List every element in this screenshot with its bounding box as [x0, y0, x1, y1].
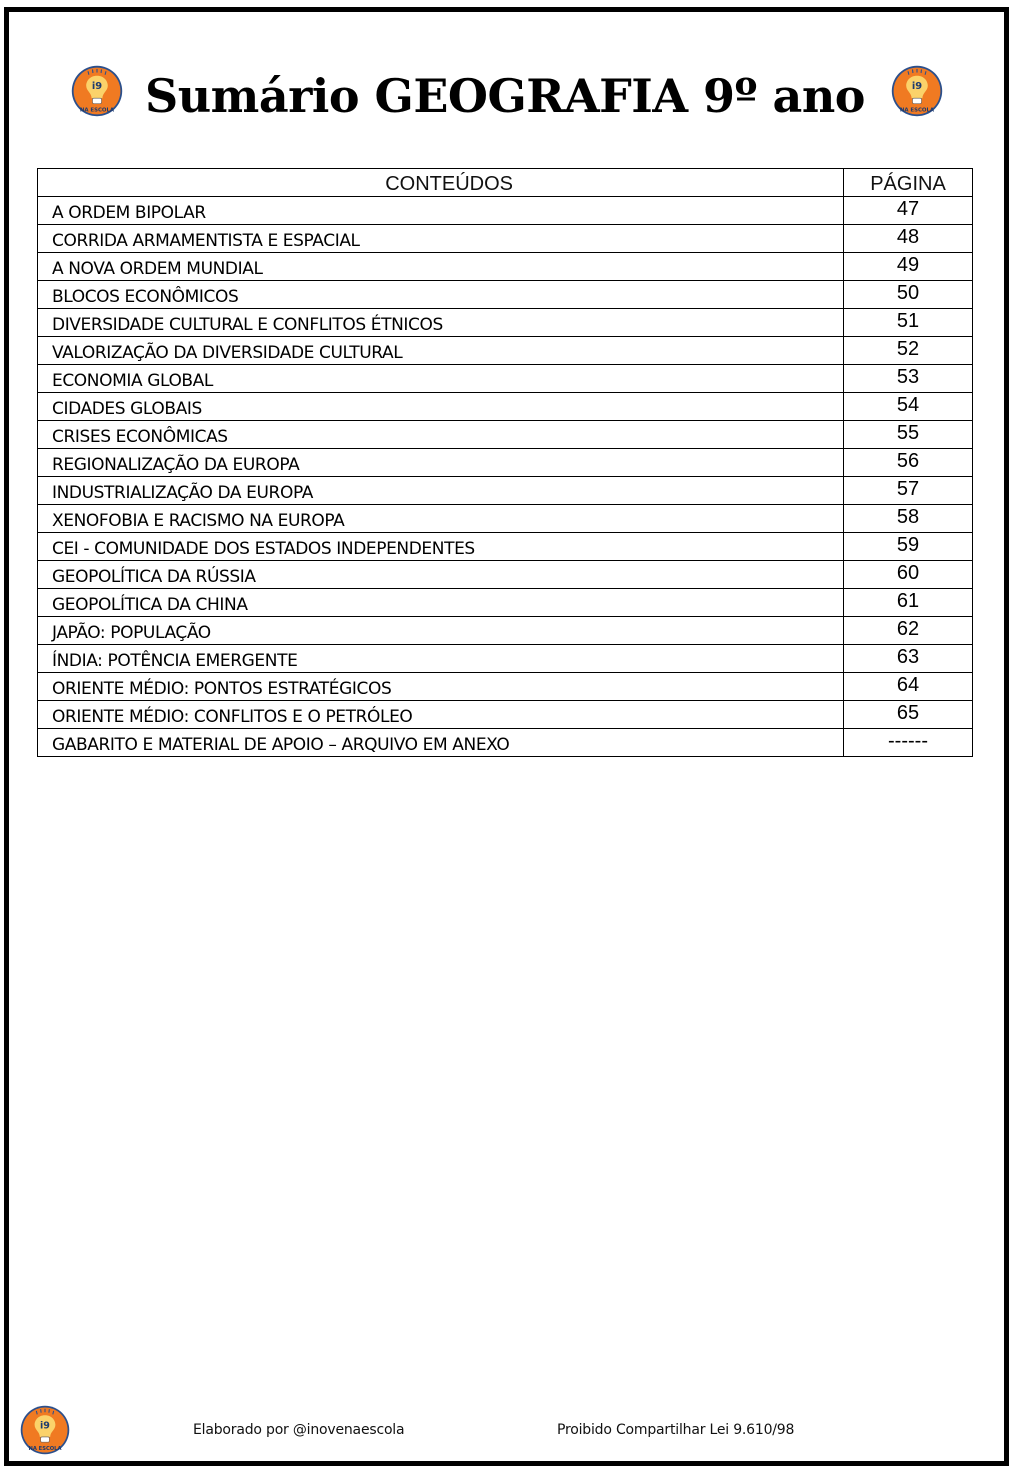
topic-cell: A NOVA ORDEM MUNDIAL: [38, 253, 844, 281]
page-number-cell: 62: [844, 617, 973, 645]
page-number-cell: 57: [844, 477, 973, 505]
table-row: [38, 589, 973, 617]
column-header-page: PÁGINA: [844, 169, 973, 197]
page-number-cell: 61: [844, 589, 973, 617]
table-row: [38, 365, 973, 393]
topic-cell: GABARITO E MATERIAL DE APOIO – ARQUIVO EM ANEXO: [38, 729, 844, 757]
table-row: [38, 197, 973, 225]
table-row: [38, 729, 973, 757]
table-row: [38, 533, 973, 561]
table-row: [38, 561, 973, 589]
topic-cell: ORIENTE MÉDIO: PONTOS ESTRATÉGICOS: [38, 673, 844, 701]
page-number-cell: 63: [844, 645, 973, 673]
logo-text-bottom: NA ESCOLA: [79, 107, 115, 114]
column-header-contents: CONTEÚDOS: [38, 169, 844, 197]
table-row: [38, 505, 973, 533]
page-number-cell: 59: [844, 533, 973, 561]
page-number-cell: 56: [844, 449, 973, 477]
page-number-cell: 54: [844, 393, 973, 421]
topic-cell: GEOPOLÍTICA DA CHINA: [38, 589, 844, 617]
topic-cell: BLOCOS ECONÔMICOS: [38, 281, 844, 309]
logo-text-top: i9: [911, 81, 923, 93]
table-header-row: [38, 169, 973, 197]
topic-cell: ORIENTE MÉDIO: CONFLITOS E O PETRÓLEO: [38, 701, 844, 729]
table-row: [38, 281, 973, 309]
i9-na-escola-logo-icon: [890, 64, 944, 118]
topic-cell: CIDADES GLOBAIS: [38, 393, 844, 421]
page-number-cell: 47: [844, 197, 973, 225]
footer-credit: Elaborado por @inovenaescola: [193, 1422, 405, 1438]
table-row: [38, 477, 973, 505]
topic-cell: XENOFOBIA E RACISMO NA EUROPA: [38, 505, 844, 533]
i9-na-escola-logo-icon: [19, 1404, 71, 1456]
page-number-cell: 52: [844, 337, 973, 365]
page-number-cell: 51: [844, 309, 973, 337]
topic-cell: ECONOMIA GLOBAL: [38, 365, 844, 393]
contents-table: [37, 168, 973, 757]
page-title: Sumário GEOGRAFIA 9º ano: [144, 69, 865, 123]
table-row: [38, 673, 973, 701]
topic-cell: CORRIDA ARMAMENTISTA E ESPACIAL: [38, 225, 844, 253]
topic-cell: A ORDEM BIPOLAR: [38, 197, 844, 225]
logo-text-top: i9: [40, 1420, 50, 1432]
table-row: [38, 645, 973, 673]
page-number-cell: 48: [844, 225, 973, 253]
topic-cell: JAPÃO: POPULAÇÃO: [38, 617, 844, 645]
page-number-cell: 64: [844, 673, 973, 701]
table-row: [38, 701, 973, 729]
table-row: [38, 337, 973, 365]
topic-cell: VALORIZAÇÃO DA DIVERSIDADE CULTURAL: [38, 337, 844, 365]
logo-text-bottom: NA ESCOLA: [28, 1445, 62, 1452]
page-number-cell: ------: [844, 729, 973, 757]
topic-cell: REGIONALIZAÇÃO DA EUROPA: [38, 449, 844, 477]
topic-cell: INDUSTRIALIZAÇÃO DA EUROPA: [38, 477, 844, 505]
page-number-cell: 65: [844, 701, 973, 729]
table-row: [38, 253, 973, 281]
table-row: [38, 225, 973, 253]
topic-cell: CRISES ECONÔMICAS: [38, 421, 844, 449]
page-number-cell: 55: [844, 421, 973, 449]
logo-footer: [19, 1404, 71, 1456]
table-row: [38, 617, 973, 645]
page-number-cell: 49: [844, 253, 973, 281]
page-number-cell: 58: [844, 505, 973, 533]
table-row: [38, 393, 973, 421]
table-row: [38, 309, 973, 337]
logo-left: [70, 64, 124, 118]
table-row: [38, 421, 973, 449]
page-number-cell: 60: [844, 561, 973, 589]
logo-right: [890, 64, 944, 118]
logo-text-top: i9: [91, 81, 103, 93]
page-number-cell: 50: [844, 281, 973, 309]
table-row: [38, 449, 973, 477]
footer-notice: Proibido Compartilhar Lei 9.610/98: [557, 1422, 795, 1438]
page-number-cell: 53: [844, 365, 973, 393]
topic-cell: GEOPOLÍTICA DA RÚSSIA: [38, 561, 844, 589]
topic-cell: DIVERSIDADE CULTURAL E CONFLITOS ÉTNICOS: [38, 309, 844, 337]
topic-cell: ÍNDIA: POTÊNCIA EMERGENTE: [38, 645, 844, 673]
logo-text-bottom: NA ESCOLA: [899, 107, 935, 114]
topic-cell: CEI - COMUNIDADE DOS ESTADOS INDEPENDENTES: [38, 533, 844, 561]
i9-na-escola-logo-icon: [70, 64, 124, 118]
